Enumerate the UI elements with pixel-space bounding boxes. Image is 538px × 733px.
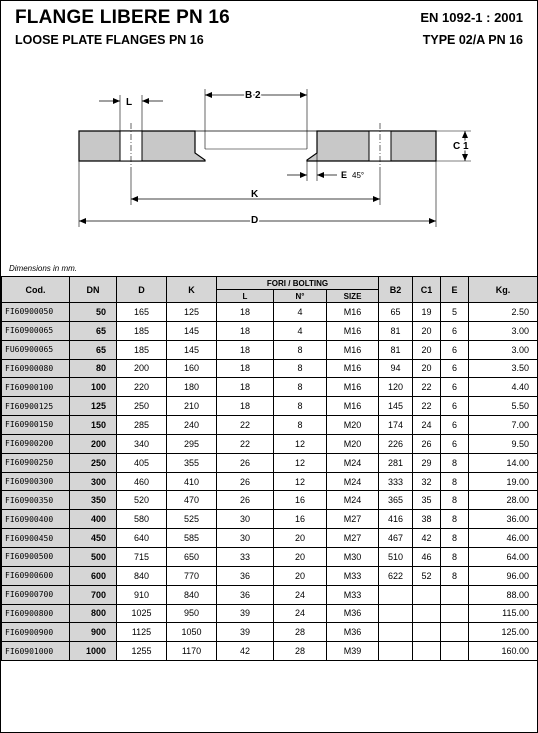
cell-size: M20 [327, 416, 379, 435]
cell-l: 26 [217, 453, 274, 472]
cell-kg: 14.00 [469, 453, 538, 472]
cell-n: 12 [274, 472, 327, 491]
cell-kg: 3.50 [469, 359, 538, 378]
cell-n: 8 [274, 416, 327, 435]
cell-b2: 333 [379, 472, 413, 491]
cell-cod: FI60900200 [2, 434, 70, 453]
cell-kg: 4.40 [469, 378, 538, 397]
cell-cod: FI60900080 [2, 359, 70, 378]
cell-c1 [413, 623, 441, 642]
cell-n: 24 [274, 585, 327, 604]
cell-n: 4 [274, 321, 327, 340]
cell-l: 18 [217, 397, 274, 416]
cell-b2: 65 [379, 303, 413, 322]
header [1, 1, 537, 53]
cell-dn: 65 [70, 321, 117, 340]
label-k: K [251, 189, 259, 200]
cell-k: 125 [167, 303, 217, 322]
cell-kg: 115.00 [469, 604, 538, 623]
cell-n: 4 [274, 303, 327, 322]
cell-cod: FI60900065 [2, 321, 70, 340]
cell-b2: 467 [379, 529, 413, 548]
cell-d: 200 [117, 359, 167, 378]
cell-n: 8 [274, 378, 327, 397]
cell-b2: 94 [379, 359, 413, 378]
cell-size: M16 [327, 397, 379, 416]
cell-b2: 81 [379, 321, 413, 340]
col-n: N° [274, 290, 327, 303]
cell-n: 8 [274, 340, 327, 359]
cell-kg: 3.00 [469, 321, 538, 340]
cell-size: M39 [327, 642, 379, 661]
cell-size: M33 [327, 585, 379, 604]
cell-e: 6 [441, 434, 469, 453]
cell-cod: FI60900050 [2, 303, 70, 322]
cell-c1: 46 [413, 547, 441, 566]
cell-b2: 365 [379, 491, 413, 510]
col-group-bolting: FORI / BOLTING [217, 277, 379, 290]
cell-kg: 5.50 [469, 397, 538, 416]
cell-dn: 250 [70, 453, 117, 472]
cell-k: 145 [167, 340, 217, 359]
table-row [2, 321, 538, 340]
cell-dn: 450 [70, 529, 117, 548]
cell-dn: 200 [70, 434, 117, 453]
cell-cod: FU60900065 [2, 340, 70, 359]
cell-n: 28 [274, 623, 327, 642]
cell-e: 6 [441, 416, 469, 435]
cell-n: 24 [274, 604, 327, 623]
cell-k: 470 [167, 491, 217, 510]
cell-c1: 19 [413, 303, 441, 322]
cell-kg: 64.00 [469, 547, 538, 566]
cell-e: 8 [441, 510, 469, 529]
cell-kg: 125.00 [469, 623, 538, 642]
cell-kg: 9.50 [469, 434, 538, 453]
label-l: L [126, 97, 133, 108]
cell-dn: 800 [70, 604, 117, 623]
cell-k: 160 [167, 359, 217, 378]
cell-k: 770 [167, 566, 217, 585]
cell-c1 [413, 642, 441, 661]
cell-dn: 700 [70, 585, 117, 604]
cell-e [441, 623, 469, 642]
table-row [2, 359, 538, 378]
cell-c1: 20 [413, 359, 441, 378]
cell-dn: 150 [70, 416, 117, 435]
cell-dn: 400 [70, 510, 117, 529]
col-d: D [117, 277, 167, 303]
cell-k: 295 [167, 434, 217, 453]
cell-n: 16 [274, 510, 327, 529]
cell-e: 6 [441, 321, 469, 340]
cell-size: M27 [327, 529, 379, 548]
cell-n: 12 [274, 453, 327, 472]
table-row [2, 491, 538, 510]
cell-cod: FI60900350 [2, 491, 70, 510]
col-kg: Kg. [469, 277, 538, 303]
cell-kg: 160.00 [469, 642, 538, 661]
cell-kg: 96.00 [469, 566, 538, 585]
cell-k: 240 [167, 416, 217, 435]
cell-cod: FI60900100 [2, 378, 70, 397]
cell-d: 1255 [117, 642, 167, 661]
cell-k: 355 [167, 453, 217, 472]
cell-b2: 281 [379, 453, 413, 472]
flange-technical-drawing [1, 55, 537, 275]
flange-dimensions-table [1, 276, 538, 661]
cell-n: 20 [274, 547, 327, 566]
cell-l: 36 [217, 585, 274, 604]
cell-dn: 100 [70, 378, 117, 397]
cell-d: 185 [117, 340, 167, 359]
table-body [2, 303, 538, 661]
cell-l: 39 [217, 604, 274, 623]
cell-c1: 20 [413, 321, 441, 340]
cell-l: 42 [217, 642, 274, 661]
cell-size: M20 [327, 434, 379, 453]
cell-size: M33 [327, 566, 379, 585]
cell-b2 [379, 604, 413, 623]
cell-size: M30 [327, 547, 379, 566]
cell-k: 210 [167, 397, 217, 416]
cell-c1: 22 [413, 397, 441, 416]
cell-e: 8 [441, 566, 469, 585]
cell-l: 18 [217, 378, 274, 397]
cell-e: 8 [441, 453, 469, 472]
cell-dn: 1000 [70, 642, 117, 661]
table-row [2, 453, 538, 472]
cell-b2: 145 [379, 397, 413, 416]
cell-e: 6 [441, 378, 469, 397]
label-e-angle: 45° [352, 171, 365, 180]
cell-c1: 42 [413, 529, 441, 548]
cell-b2 [379, 623, 413, 642]
cell-k: 410 [167, 472, 217, 491]
cell-kg: 19.00 [469, 472, 538, 491]
col-c1: C1 [413, 277, 441, 303]
cell-l: 18 [217, 359, 274, 378]
cell-c1: 38 [413, 510, 441, 529]
cell-b2: 120 [379, 378, 413, 397]
cell-size: M36 [327, 604, 379, 623]
table-row [2, 529, 538, 548]
cell-d: 285 [117, 416, 167, 435]
cell-kg: 2.50 [469, 303, 538, 322]
cell-k: 840 [167, 585, 217, 604]
cell-e: 6 [441, 359, 469, 378]
cell-d: 165 [117, 303, 167, 322]
cell-cod: FI60900125 [2, 397, 70, 416]
cell-cod: FI60900450 [2, 529, 70, 548]
cell-n: 12 [274, 434, 327, 453]
cell-kg: 36.00 [469, 510, 538, 529]
cell-l: 30 [217, 510, 274, 529]
page-title: FLANGE LIBERE PN 16 [15, 7, 230, 28]
cell-size: M16 [327, 359, 379, 378]
cell-e: 8 [441, 491, 469, 510]
cell-cod: FI60900800 [2, 604, 70, 623]
cell-kg: 28.00 [469, 491, 538, 510]
cell-l: 26 [217, 491, 274, 510]
cell-d: 220 [117, 378, 167, 397]
cell-l: 26 [217, 472, 274, 491]
label-e: E [341, 170, 348, 180]
cell-c1: 24 [413, 416, 441, 435]
cell-dn: 50 [70, 303, 117, 322]
table-row [2, 510, 538, 529]
cell-b2: 416 [379, 510, 413, 529]
cell-dn: 600 [70, 566, 117, 585]
standard-norm: EN 1092-1 : 2001 [420, 10, 523, 25]
cell-l: 33 [217, 547, 274, 566]
col-dn: DN [70, 277, 117, 303]
dimensions-note: Dimensions in mm. [9, 264, 78, 273]
cell-d: 460 [117, 472, 167, 491]
cell-l: 30 [217, 529, 274, 548]
cell-k: 1050 [167, 623, 217, 642]
cell-cod: FI60900600 [2, 566, 70, 585]
cell-k: 145 [167, 321, 217, 340]
cell-d: 840 [117, 566, 167, 585]
cell-k: 180 [167, 378, 217, 397]
cell-d: 185 [117, 321, 167, 340]
table-row [2, 397, 538, 416]
cell-size: M24 [327, 472, 379, 491]
cell-d: 405 [117, 453, 167, 472]
cell-n: 8 [274, 397, 327, 416]
cell-b2: 174 [379, 416, 413, 435]
col-size: SIZE [327, 290, 379, 303]
label-b2: B 2 [245, 90, 261, 101]
cell-b2: 622 [379, 566, 413, 585]
table-row [2, 642, 538, 661]
cell-l: 39 [217, 623, 274, 642]
cell-cod: FI60900900 [2, 623, 70, 642]
cell-cod: FI60901000 [2, 642, 70, 661]
cell-k: 585 [167, 529, 217, 548]
cell-l: 18 [217, 321, 274, 340]
cell-c1: 32 [413, 472, 441, 491]
cell-c1: 29 [413, 453, 441, 472]
cell-c1 [413, 585, 441, 604]
cell-d: 910 [117, 585, 167, 604]
cell-k: 650 [167, 547, 217, 566]
table-row [2, 604, 538, 623]
cell-d: 640 [117, 529, 167, 548]
cell-b2 [379, 642, 413, 661]
cell-size: M16 [327, 340, 379, 359]
cell-k: 950 [167, 604, 217, 623]
cell-l: 18 [217, 303, 274, 322]
cell-d: 520 [117, 491, 167, 510]
cell-e: 6 [441, 397, 469, 416]
cell-dn: 500 [70, 547, 117, 566]
col-k: K [167, 277, 217, 303]
cell-c1: 35 [413, 491, 441, 510]
table-row [2, 472, 538, 491]
cell-size: M16 [327, 378, 379, 397]
cell-c1: 26 [413, 434, 441, 453]
cell-l: 36 [217, 566, 274, 585]
cell-dn: 900 [70, 623, 117, 642]
cell-n: 20 [274, 566, 327, 585]
table-row [2, 416, 538, 435]
cell-cod: FI60900500 [2, 547, 70, 566]
cell-size: M24 [327, 491, 379, 510]
cell-kg: 46.00 [469, 529, 538, 548]
cell-k: 1170 [167, 642, 217, 661]
cell-b2: 510 [379, 547, 413, 566]
cell-cod: FI60900150 [2, 416, 70, 435]
page-subtitle: LOOSE PLATE FLANGES PN 16 [15, 33, 204, 47]
cell-cod: FI60900300 [2, 472, 70, 491]
cell-e: 8 [441, 472, 469, 491]
cell-d: 1025 [117, 604, 167, 623]
cell-dn: 350 [70, 491, 117, 510]
table-row [2, 340, 538, 359]
cell-cod: FI60900700 [2, 585, 70, 604]
cell-size: M24 [327, 453, 379, 472]
table-row [2, 434, 538, 453]
cell-n: 28 [274, 642, 327, 661]
cell-kg: 88.00 [469, 585, 538, 604]
cell-e: 6 [441, 340, 469, 359]
cell-cod: FI60900400 [2, 510, 70, 529]
cell-d: 580 [117, 510, 167, 529]
cell-n: 16 [274, 491, 327, 510]
cell-dn: 300 [70, 472, 117, 491]
cell-c1: 20 [413, 340, 441, 359]
cell-kg: 7.00 [469, 416, 538, 435]
cell-n: 20 [274, 529, 327, 548]
cell-dn: 125 [70, 397, 117, 416]
cell-size: M36 [327, 623, 379, 642]
col-l: L [217, 290, 274, 303]
cell-size: M16 [327, 303, 379, 322]
cell-b2: 226 [379, 434, 413, 453]
cell-l: 18 [217, 340, 274, 359]
cell-d: 340 [117, 434, 167, 453]
table-row [2, 547, 538, 566]
table-row [2, 623, 538, 642]
cell-n: 8 [274, 359, 327, 378]
cell-c1: 22 [413, 378, 441, 397]
cell-k: 525 [167, 510, 217, 529]
cell-b2 [379, 585, 413, 604]
cell-cod: FI60900250 [2, 453, 70, 472]
cell-dn: 80 [70, 359, 117, 378]
cell-b2: 81 [379, 340, 413, 359]
cell-e: 8 [441, 529, 469, 548]
cell-e [441, 642, 469, 661]
table-row [2, 303, 538, 322]
flange-type: TYPE 02/A PN 16 [422, 33, 523, 47]
cell-kg: 3.00 [469, 340, 538, 359]
cell-c1: 52 [413, 566, 441, 585]
cell-d: 250 [117, 397, 167, 416]
label-d: D [251, 215, 259, 226]
cell-l: 22 [217, 434, 274, 453]
cell-c1 [413, 604, 441, 623]
cell-e: 8 [441, 547, 469, 566]
col-b2: B2 [379, 277, 413, 303]
cell-e [441, 604, 469, 623]
cell-dn: 65 [70, 340, 117, 359]
cell-d: 1125 [117, 623, 167, 642]
cell-e [441, 585, 469, 604]
cell-l: 22 [217, 416, 274, 435]
cell-e: 5 [441, 303, 469, 322]
label-c1: C 1 [453, 141, 469, 152]
cell-size: M27 [327, 510, 379, 529]
table-row [2, 378, 538, 397]
cell-d: 715 [117, 547, 167, 566]
table-row [2, 566, 538, 585]
col-e: E [441, 277, 469, 303]
table-row [2, 585, 538, 604]
cell-size: M16 [327, 321, 379, 340]
col-cod: Cod. [2, 277, 70, 303]
